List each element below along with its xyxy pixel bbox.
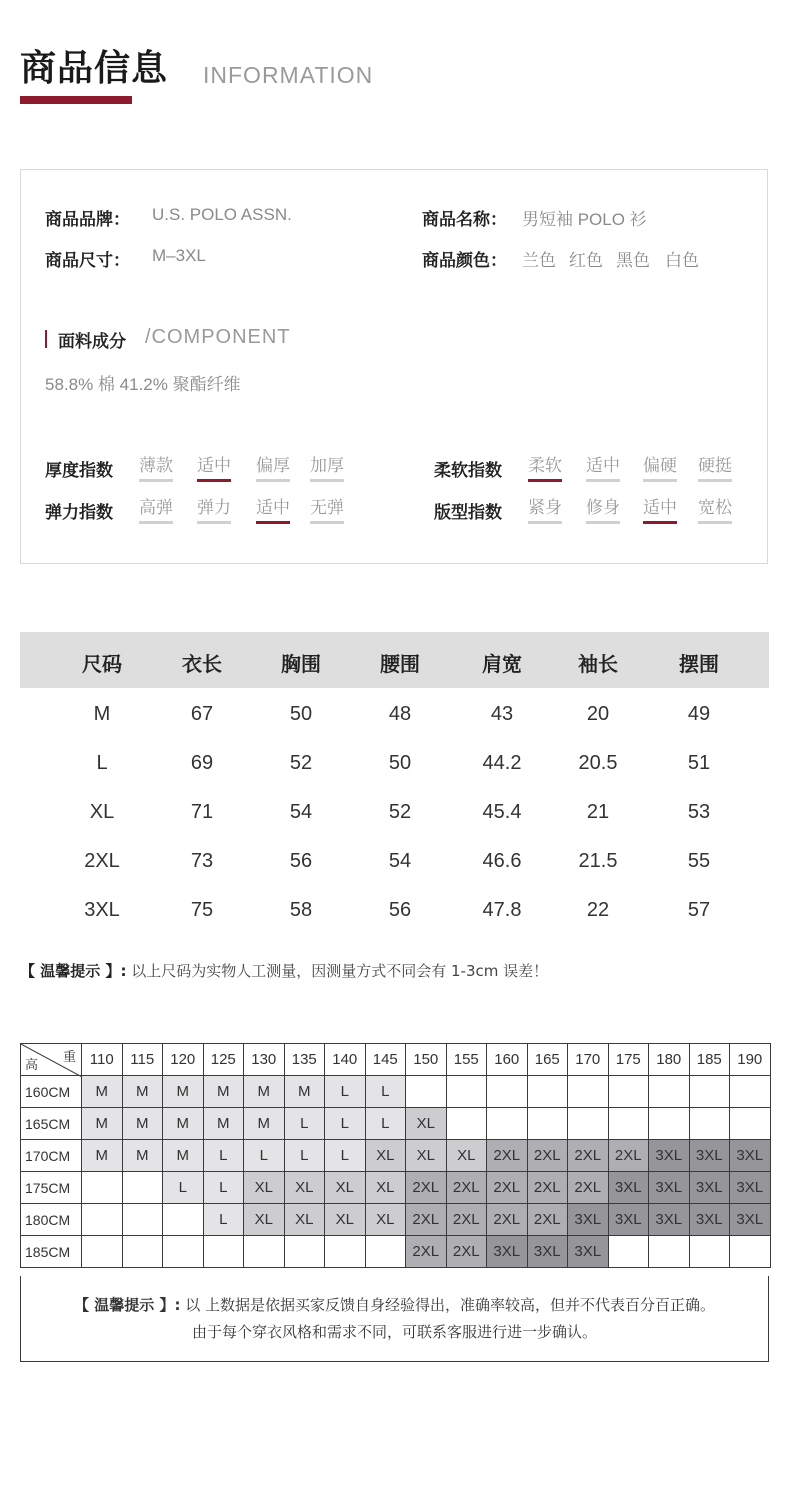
recommend-cell: 3XL <box>568 1236 609 1268</box>
index-option: 紧身 <box>528 498 562 524</box>
size-table-cell: 56 <box>289 850 313 872</box>
component-title-en: /COMPONENT <box>145 326 291 348</box>
recommend-cell: 2XL <box>487 1204 528 1236</box>
recommend-cell: L <box>365 1108 406 1140</box>
recommend-cell: M <box>203 1076 244 1108</box>
recommend-cell: 2XL <box>608 1140 649 1172</box>
note-label: 【 温馨提示 】: <box>74 1296 181 1314</box>
recommend-cell <box>730 1108 771 1140</box>
recommend-cell: 2XL <box>568 1140 609 1172</box>
recommend-cell: XL <box>284 1172 325 1204</box>
recommend-cell: L <box>244 1140 285 1172</box>
recommend-cell: XL <box>325 1172 366 1204</box>
recommend-note <box>20 1276 769 1362</box>
recommend-cell: M <box>122 1076 163 1108</box>
weight-header: 180 <box>649 1044 690 1076</box>
recommend-cell: 2XL <box>527 1140 568 1172</box>
size-table-cell: 71 <box>190 801 214 823</box>
recommend-cell: M <box>244 1108 285 1140</box>
recommend-cell <box>608 1076 649 1108</box>
recommend-cell: L <box>163 1172 204 1204</box>
recommend-cell: XL <box>244 1204 285 1236</box>
recommend-cell: 3XL <box>689 1172 730 1204</box>
weight-header: 185 <box>689 1044 730 1076</box>
recommend-cell <box>163 1204 204 1236</box>
size-col-header: 衣长 <box>182 652 222 676</box>
weight-header: 150 <box>406 1044 447 1076</box>
recommend-cell <box>122 1204 163 1236</box>
recommend-cell: M <box>284 1076 325 1108</box>
recommend-cell: 2XL <box>487 1140 528 1172</box>
recommend-cell <box>730 1076 771 1108</box>
height-axis-label: 高 <box>25 1057 39 1072</box>
recommend-cell: XL <box>284 1204 325 1236</box>
recommend-cell: L <box>203 1204 244 1236</box>
index-label: 弹力指数 <box>45 503 113 523</box>
recommend-cell <box>649 1108 690 1140</box>
recommend-cell: 3XL <box>568 1204 609 1236</box>
height-header: 160CM <box>21 1076 82 1108</box>
index-option: 高弹 <box>139 498 173 524</box>
size-table-cell: 50 <box>289 703 313 725</box>
recommend-cell <box>446 1108 487 1140</box>
recommend-cell <box>122 1172 163 1204</box>
index-option: 弹力 <box>197 498 231 524</box>
recommend-cell: 3XL <box>730 1204 771 1236</box>
recommend-cell: XL <box>325 1204 366 1236</box>
weight-axis-label: 重 <box>62 1049 76 1064</box>
recommend-cell: M <box>163 1076 204 1108</box>
size-table-cell: 53 <box>687 801 711 823</box>
weight-header: 110 <box>82 1044 123 1076</box>
color-option: 红色 <box>569 251 603 270</box>
size-table-cell: 21 <box>586 801 610 823</box>
size-table-cell: 21.5 <box>578 850 618 872</box>
size-table-cell: 52 <box>388 801 412 823</box>
recommend-cell <box>284 1236 325 1268</box>
recommend-cell: M <box>244 1076 285 1108</box>
height-header: 170CM <box>21 1140 82 1172</box>
recommend-cell <box>608 1108 649 1140</box>
size-table-cell: 73 <box>190 850 214 872</box>
recommend-cell <box>649 1076 690 1108</box>
index-option-selected: 适中 <box>256 498 290 524</box>
index-option: 偏厚 <box>256 456 290 482</box>
recommend-cell: M <box>82 1108 123 1140</box>
recommend-cell <box>649 1236 690 1268</box>
size-recommend-table <box>20 1043 771 1268</box>
component-marker <box>45 330 47 348</box>
weight-header: 170 <box>568 1044 609 1076</box>
index-label: 厚度指数 <box>45 461 113 481</box>
recommend-cell: 2XL <box>406 1236 447 1268</box>
size-table-cell: 51 <box>687 752 711 774</box>
weight-header: 140 <box>325 1044 366 1076</box>
size-col-header: 摆围 <box>679 652 719 676</box>
note-line2: 由于每个穿衣风格和需求不同，可联系客服进行进一步确认。 <box>191 1323 597 1341</box>
weight-header: 130 <box>244 1044 285 1076</box>
recommend-cell: M <box>82 1140 123 1172</box>
recommend-cell: 2XL <box>527 1172 568 1204</box>
recommend-cell: XL <box>365 1140 406 1172</box>
index-option: 偏硬 <box>643 456 677 482</box>
size-table-cell: XL <box>89 801 115 823</box>
recommend-cell: 3XL <box>730 1140 771 1172</box>
recommend-cell: XL <box>244 1172 285 1204</box>
recommend-cell: L <box>284 1108 325 1140</box>
size-table-cell: 3XL <box>84 899 120 921</box>
recommend-cell <box>446 1076 487 1108</box>
size-table-cell: 2XL <box>84 850 120 872</box>
recommend-cell: 2XL <box>446 1204 487 1236</box>
weight-header: 145 <box>365 1044 406 1076</box>
recommend-cell <box>203 1236 244 1268</box>
index-option: 薄款 <box>139 456 173 482</box>
product-name-label: 商品名称： <box>422 210 507 230</box>
size-col-header: 胸围 <box>281 652 321 676</box>
recommend-cell: 2XL <box>487 1172 528 1204</box>
recommend-cell: 2XL <box>568 1172 609 1204</box>
recommend-cell: 3XL <box>608 1204 649 1236</box>
color-option: 黑色 <box>616 251 650 270</box>
recommend-cell: XL <box>406 1140 447 1172</box>
index-option: 无弹 <box>310 498 344 524</box>
size-table-cell: 50 <box>388 752 412 774</box>
recommend-cell: L <box>203 1140 244 1172</box>
recommend-cell <box>527 1076 568 1108</box>
note-line1: 以 上数据是依据买家反馈自身经验得出，准确率较高，但并不代表百分百正确。 <box>180 1296 715 1314</box>
recommend-cell: 3XL <box>689 1204 730 1236</box>
recommend-cell: L <box>284 1140 325 1172</box>
recommend-cell <box>406 1076 447 1108</box>
weight-header: 160 <box>487 1044 528 1076</box>
size-table-cell: 57 <box>687 899 711 921</box>
recommend-cell <box>730 1236 771 1268</box>
recommend-cell: M <box>163 1108 204 1140</box>
index-option-selected: 适中 <box>197 456 231 482</box>
corner-header <box>21 1044 82 1076</box>
recommend-cell <box>82 1172 123 1204</box>
size-table-cell: 20.5 <box>578 752 618 774</box>
recommend-cell <box>122 1236 163 1268</box>
weight-header: 115 <box>122 1044 163 1076</box>
component-value: 58.8% 棉 41.2% 聚酯纤维 <box>45 375 241 394</box>
index-label: 柔软指数 <box>434 461 502 481</box>
recommend-cell: L <box>325 1140 366 1172</box>
color-option: 兰色 <box>522 251 556 270</box>
size-table-cell: 67 <box>190 703 214 725</box>
size-col-header: 肩宽 <box>482 652 522 676</box>
size-table-cell: 47.8 <box>482 899 522 921</box>
recommend-cell: M <box>122 1140 163 1172</box>
recommend-cell <box>527 1108 568 1140</box>
recommend-cell <box>487 1108 528 1140</box>
recommend-cell: 3XL <box>649 1204 690 1236</box>
size-col-header: 尺码 <box>82 652 122 676</box>
size-table-cell: 44.2 <box>482 752 522 774</box>
size-table-cell: 56 <box>388 899 412 921</box>
tip-label: 【 温馨提示 】: <box>20 962 127 980</box>
index-option: 硬挺 <box>698 456 732 482</box>
component-title: 面料成分 <box>58 332 126 352</box>
size-table-cell: 20 <box>586 703 610 725</box>
recommend-cell <box>82 1204 123 1236</box>
height-header: 180CM <box>21 1204 82 1236</box>
recommend-cell: L <box>365 1076 406 1108</box>
height-header: 185CM <box>21 1236 82 1268</box>
size-col-header: 腰围 <box>380 652 420 676</box>
measure-tip <box>20 960 548 981</box>
recommend-cell <box>568 1108 609 1140</box>
weight-header: 175 <box>608 1044 649 1076</box>
recommend-cell: 2XL <box>446 1172 487 1204</box>
recommend-cell: 2XL <box>527 1204 568 1236</box>
recommend-cell <box>82 1236 123 1268</box>
size-table-cell: 45.4 <box>482 801 522 823</box>
size-table-cell: 75 <box>190 899 214 921</box>
recommend-cell <box>365 1236 406 1268</box>
weight-header: 190 <box>730 1044 771 1076</box>
recommend-cell <box>689 1076 730 1108</box>
recommend-cell: 2XL <box>406 1172 447 1204</box>
recommend-cell <box>568 1076 609 1108</box>
page-title: 商品信息 <box>20 48 169 89</box>
weight-header: 135 <box>284 1044 325 1076</box>
recommend-cell: XL <box>365 1172 406 1204</box>
index-option: 适中 <box>586 456 620 482</box>
recommend-cell <box>244 1236 285 1268</box>
size-table-cell: 54 <box>289 801 313 823</box>
index-option-selected: 柔软 <box>528 456 562 482</box>
recommend-cell <box>325 1236 366 1268</box>
weight-header: 155 <box>446 1044 487 1076</box>
recommend-cell: M <box>122 1108 163 1140</box>
size-table-cell: 22 <box>586 899 610 921</box>
page-title-en: INFORMATION <box>203 62 374 88</box>
index-option: 修身 <box>586 498 620 524</box>
index-option-selected: 适中 <box>643 498 677 524</box>
title-underline <box>20 96 132 104</box>
recommend-cell <box>689 1236 730 1268</box>
size-label: 商品尺寸： <box>45 251 130 271</box>
height-header: 165CM <box>21 1108 82 1140</box>
color-label: 商品颜色： <box>422 251 507 271</box>
brand-label: 商品品牌： <box>45 210 130 230</box>
size-table-cell: 43 <box>490 703 514 725</box>
product-name-value: 男短袖 POLO 衫 <box>522 210 647 229</box>
recommend-cell: L <box>203 1172 244 1204</box>
recommend-cell <box>163 1236 204 1268</box>
recommend-cell: XL <box>406 1108 447 1140</box>
recommend-cell: L <box>325 1108 366 1140</box>
size-table-cell: 58 <box>289 899 313 921</box>
recommend-cell: 3XL <box>649 1140 690 1172</box>
recommend-cell <box>689 1108 730 1140</box>
size-table-cell: 49 <box>687 703 711 725</box>
recommend-cell: 3XL <box>608 1172 649 1204</box>
recommend-cell: 3XL <box>649 1172 690 1204</box>
size-table-cell: 54 <box>388 850 412 872</box>
size-col-header: 袖长 <box>578 652 618 676</box>
recommend-cell: M <box>163 1140 204 1172</box>
weight-header: 120 <box>163 1044 204 1076</box>
height-header: 175CM <box>21 1172 82 1204</box>
size-table-cell: 48 <box>388 703 412 725</box>
recommend-cell: 3XL <box>527 1236 568 1268</box>
size-table-cell: M <box>93 703 111 725</box>
size-table-cell: L <box>96 752 108 774</box>
recommend-cell: 3XL <box>689 1140 730 1172</box>
recommend-cell: L <box>325 1076 366 1108</box>
recommend-cell: XL <box>365 1204 406 1236</box>
recommend-cell <box>608 1236 649 1268</box>
recommend-cell: 2XL <box>446 1236 487 1268</box>
size-table-cell: 69 <box>190 752 214 774</box>
index-option: 宽松 <box>698 498 732 524</box>
weight-header: 125 <box>203 1044 244 1076</box>
recommend-cell: XL <box>446 1140 487 1172</box>
tip-text: 以上尺码为实物人工测量，因测量方式不同会有 1-3cm 误差！ <box>126 962 549 980</box>
recommend-cell: 2XL <box>406 1204 447 1236</box>
recommend-cell: 3XL <box>730 1172 771 1204</box>
size-value: M–3XL <box>152 246 206 265</box>
recommend-cell: 3XL <box>487 1236 528 1268</box>
index-option: 加厚 <box>310 456 344 482</box>
recommend-cell <box>487 1076 528 1108</box>
size-table-cell: 52 <box>289 752 313 774</box>
weight-header: 165 <box>527 1044 568 1076</box>
recommend-cell: M <box>203 1108 244 1140</box>
index-label: 版型指数 <box>434 503 502 523</box>
size-table-cell: 55 <box>687 850 711 872</box>
size-table-cell: 46.6 <box>482 850 522 872</box>
recommend-cell: M <box>82 1076 123 1108</box>
brand-value: U.S. POLO ASSN. <box>152 205 292 224</box>
color-option: 白色 <box>665 251 699 270</box>
